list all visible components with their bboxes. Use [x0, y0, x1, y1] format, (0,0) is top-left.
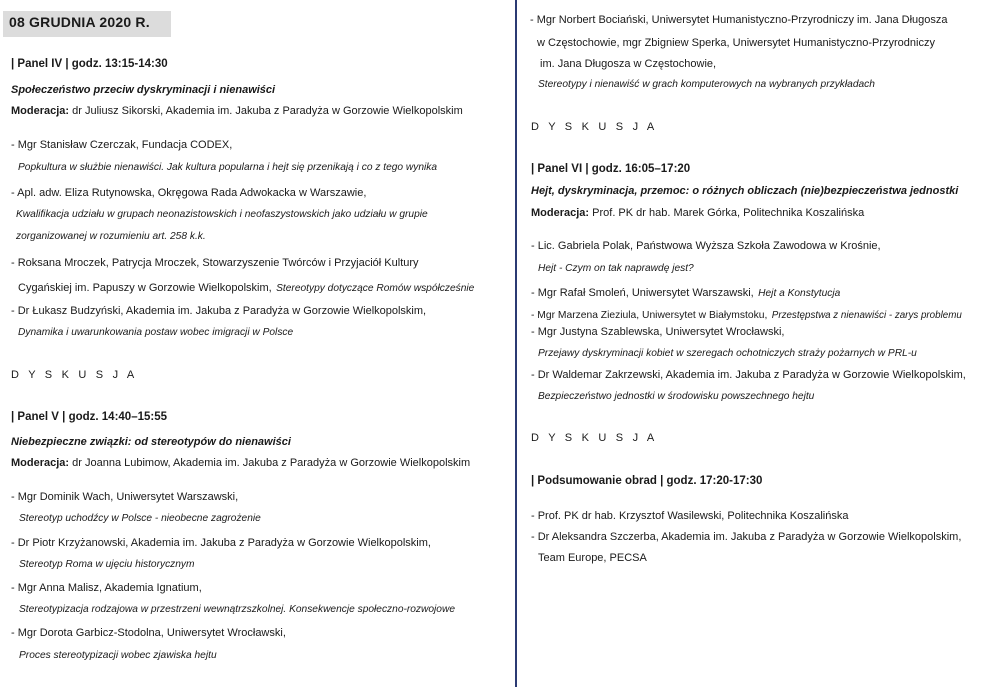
panel-4-header: | Panel IV | godz. 13:15-14:30: [11, 58, 168, 70]
panel-4-moderator: dr Juliusz Sikorski, Akademia im. Jakuba z Paradyża w Gorzowie Wielkopolskim: [72, 105, 463, 117]
panel-4-talk-2b: zorganizowanej w rozumieniu art. 258 k.k.: [16, 231, 206, 242]
panel-4-speaker-1: - Mgr Stanisław Czerczak, Fundacja CODEX,: [11, 139, 233, 151]
panel-5-talk-1: Stereotyp uchodźcy w Polsce - nieobecne zagrożenie: [19, 513, 261, 524]
panel-6-speaker-1: - Lic. Gabriela Polak, Państwowa Wyższa Szkoła Zawodowa w Krośnie,: [531, 240, 881, 252]
panel-6-talk-2: Hejt a Konstytucja: [758, 288, 841, 299]
date-heading: 08 GRUDNIA 2020 R.: [9, 14, 150, 30]
panel-5-speaker-3: - Mgr Anna Malisz, Akademia Ignatium,: [11, 582, 202, 594]
panel-4-talk-1: Popkultura w służbie nienawiści. Jak kultura popularna i hejt się przenikają i co z tego wynika: [18, 162, 438, 173]
moderation-label: Moderacja:: [531, 207, 590, 219]
column-divider: [515, 0, 517, 687]
summary-speaker-1: - Prof. PK dr hab. Krzysztof Wasilewski, Politechnika Koszalińska: [531, 510, 849, 522]
moderation-label: Moderacja:: [11, 457, 70, 469]
panel-6-moderation: [531, 207, 864, 219]
panel-4-discussion: D Y S K U S J A: [11, 369, 138, 381]
panel-6-speaker-5: - Dr Waldemar Zakrzewski, Akademia im. Jakuba z Paradyża w Gorzowie Wielkopolskim,: [531, 369, 966, 381]
panel-4-talk-3: Stereotypy dotyczące Romów współcześnie: [276, 283, 475, 294]
panel-4-speaker-4: - Dr Łukasz Budzyński, Akademia im. Jakuba z Paradyża w Gorzowie Wielkopolskim,: [11, 305, 427, 317]
panel-6-talk-5: Bezpieczeństwo jednostki w środowisku powszechnego hejtu: [538, 391, 815, 402]
panel-4-talk-4: Dynamika i uwarunkowania postaw wobec imigracji w Polsce: [18, 327, 294, 338]
panel-5-talk-3: Stereotypizacja rodzajowa w przestrzeni wewnątrzszkolnej. Konsekwencje społeczno-rozwojowe: [19, 604, 455, 615]
panel-6-talk-4: Przejawy dyskryminacji kobiet w szeregach ochotniczych straży pożarnych w PRL-u: [538, 348, 917, 359]
panel-5-moderator: dr Joanna Lubimow, Akademia im. Jakuba z Paradyża w Gorzowie Wielkopolskim: [72, 457, 471, 469]
panel-4-speaker-3b: Cygańskiej im. Papuszy w Gorzowie Wielkopolskim,: [18, 282, 272, 294]
panel-5-discussion: D Y S K U S J A: [531, 121, 658, 133]
panel-5-title: Niebezpieczne związki: od stereotypów do nienawiści: [11, 436, 291, 448]
panel-5-moderation: [11, 457, 470, 469]
cont-talk: Stereotypy i nienawiść w grach komputerowych na wybranych przykładach: [538, 79, 875, 90]
moderation-label: Moderacja:: [11, 105, 70, 117]
panel-6-speaker-2: - Mgr Rafał Smoleń, Uniwersytet Warszawski,: [531, 287, 754, 299]
panel-4-speaker-3: - Roksana Mroczek, Patrycja Mroczek, Stowarzyszenie Twórców i Przyjaciół Kultury: [11, 257, 419, 269]
panel-6-speaker-4: - Mgr Justyna Szablewska, Uniwersytet Wrocławski,: [531, 326, 785, 338]
summary-speaker-2b: Team Europe, PECSA: [538, 552, 647, 564]
panel-4-speaker-3-line-2: [18, 278, 474, 296]
panel-6-title: Hejt, dyskryminacja, przemoc: o różnych obliczach (nie)bezpieczeństwa jednostki: [531, 185, 959, 197]
cont-speaker-line-3: im. Jana Długosza w Częstochowie,: [540, 58, 717, 70]
panel-6-talk-1: Hejt - Czym on tak naprawdę jest?: [538, 263, 694, 274]
panel-5-speaker-1: - Mgr Dominik Wach, Uniwersytet Warszawski,: [11, 491, 239, 503]
panel-4-title: Społeczeństwo przeciw dyskryminacji i nienawiści: [11, 84, 276, 96]
panel-5-speaker-2: - Dr Piotr Krzyżanowski, Akademia im. Jakuba z Paradyża w Gorzowie Wielkopolskim,: [11, 537, 431, 549]
panel-4-moderation: [11, 105, 463, 117]
panel-6-row-3: [531, 305, 962, 323]
summary-speaker-2: - Dr Aleksandra Szczerba, Akademia im. Jakuba z Paradyża w Gorzowie Wielkopolskim,: [531, 531, 962, 543]
panel-5-talk-4: Proces stereotypizacji wobec zjawiska hejtu: [19, 650, 217, 661]
panel-5-header: | Panel V | godz. 14:40–15:55: [11, 411, 168, 423]
panel-5-speaker-4: - Mgr Dorota Garbicz-Stodolna, Uniwersytet Wrocławski,: [11, 627, 286, 639]
panel-6-discussion: D Y S K U S J A: [531, 432, 658, 444]
panel-4-talk-2a: Kwalifikacja udziału w grupach neonazistowskich i neofaszystowskich jako udziału w grupie: [16, 209, 428, 220]
summary-header: | Podsumowanie obrad | godz. 17:20-17:30: [531, 475, 763, 487]
cont-speaker-line-2: w Częstochowie, mgr Zbigniew Sperka, Uniwersytet Humanistyczno-Przyrodniczy: [537, 37, 935, 49]
panel-6-speaker-3: - Mgr Marzena Zieziula, Uniwersytet w Białymstoku,: [531, 310, 768, 321]
panel-6-talk-3: Przestępstwa z nienawiści - zarys problemu: [771, 310, 962, 321]
cont-speaker-line-1: - Mgr Norbert Bociański, Uniwersytet Humanistyczno-Przyrodniczy im. Jana Długosza: [530, 14, 948, 26]
panel-4-speaker-2: - Apl. adw. Eliza Rutynowska, Okręgowa Rada Adwokacka w Warszawie,: [11, 187, 367, 199]
panel-6-header: | Panel VI | godz. 16:05–17:20: [531, 163, 691, 175]
panel-5-talk-2: Stereotyp Roma w ujęciu historycznym: [19, 559, 195, 570]
panel-6-row-2: [531, 283, 840, 301]
panel-6-moderator: Prof. PK dr hab. Marek Górka, Politechnika Koszalińska: [592, 207, 865, 219]
